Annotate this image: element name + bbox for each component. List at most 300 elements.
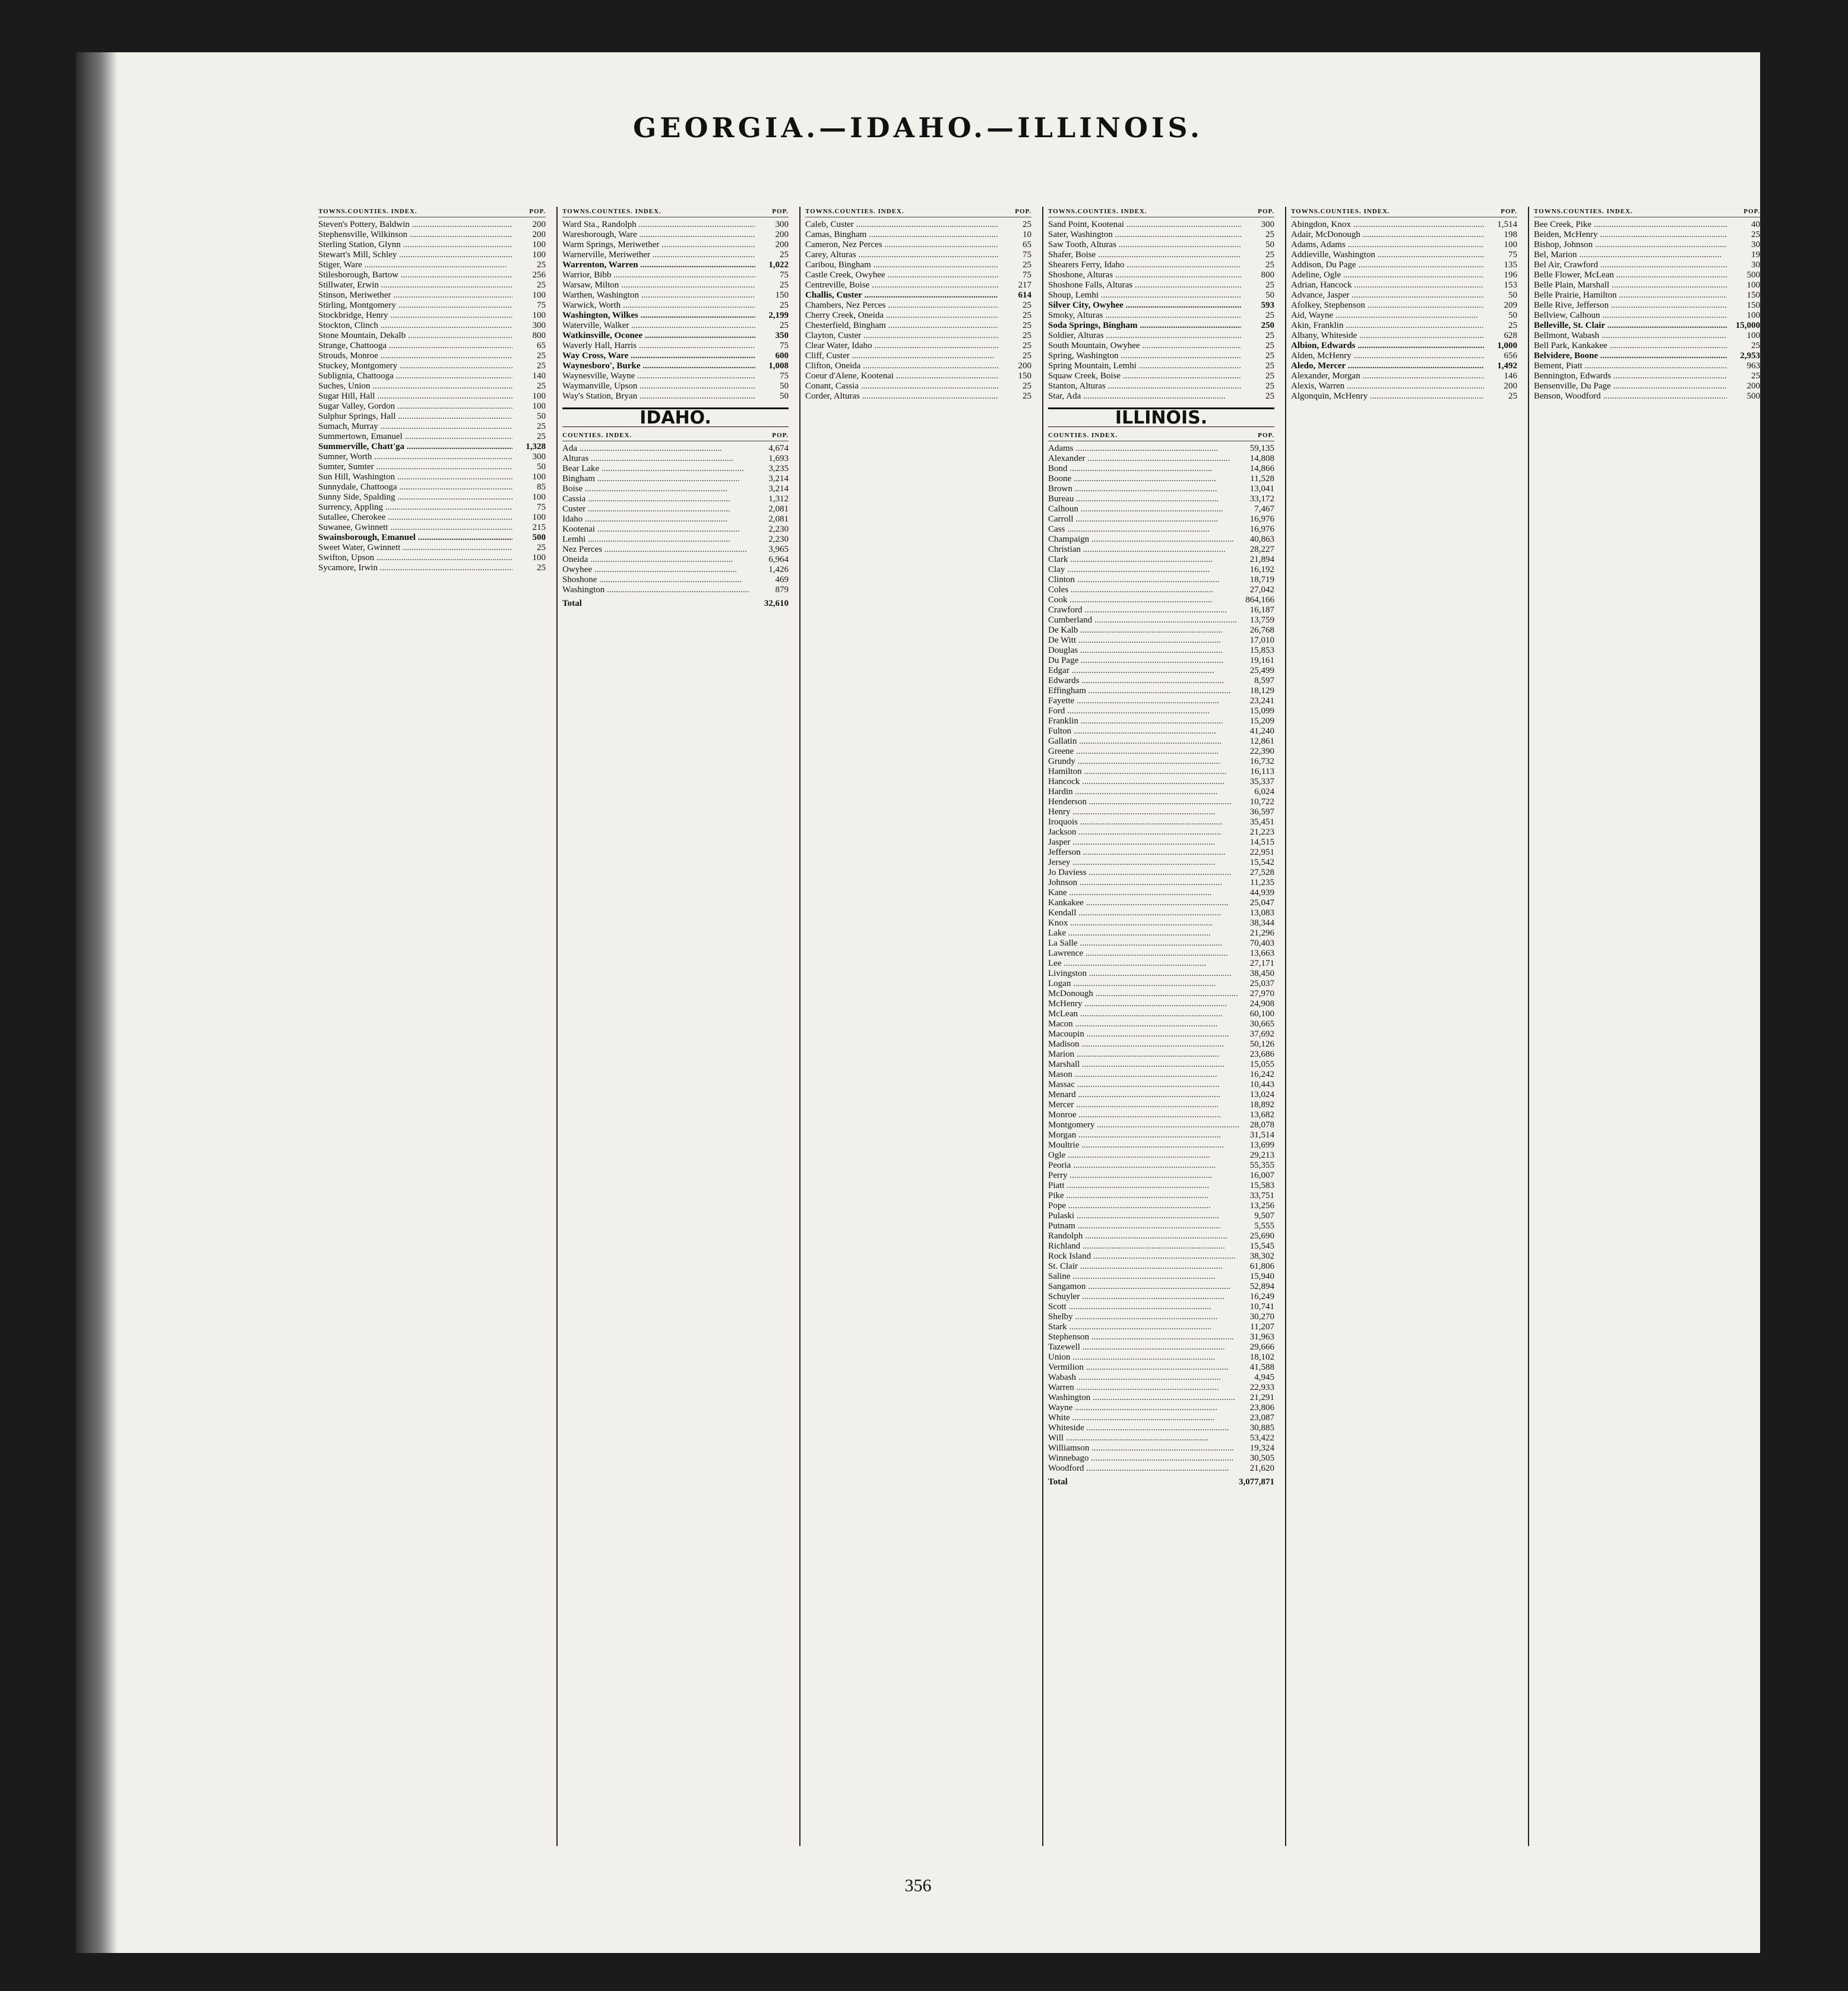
list-item	[1291, 321, 1517, 331]
place-name: Lake .....	[1048, 928, 1241, 938]
list-item	[1048, 938, 1274, 949]
list-item	[805, 240, 1031, 250]
header-counties-index	[1078, 207, 1247, 217]
list-item	[1048, 1151, 1274, 1161]
place-name: Boone .....	[1048, 474, 1241, 484]
place-name: Coles .....	[1048, 585, 1241, 595]
header-index: INDEX.	[1363, 208, 1390, 215]
list-item	[562, 524, 789, 535]
list-item	[318, 513, 546, 523]
place-name: Rock Island .....	[1048, 1252, 1241, 1262]
list-item	[562, 484, 789, 494]
place-name: Belle Flower, McLean .....	[1534, 270, 1727, 280]
list-item	[1048, 1423, 1274, 1433]
population: 656	[1504, 351, 1517, 361]
list-item	[1048, 545, 1274, 555]
population: 146	[1504, 371, 1517, 381]
population: 3,214	[768, 484, 789, 494]
place-name: Albany, Whiteside .....	[1291, 331, 1484, 341]
place-name: Henderson .....	[1048, 797, 1241, 807]
population: 50	[537, 412, 546, 421]
population: 1,000	[1497, 341, 1517, 350]
list-item	[1048, 858, 1274, 868]
place-name: Sun Hill, Washington .....	[318, 472, 512, 482]
place-name: Edgar .....	[1048, 666, 1241, 676]
list-item	[318, 422, 546, 432]
list-item	[1048, 1383, 1274, 1393]
place-name: Warwick, Worth .....	[562, 301, 755, 311]
list-item	[1048, 1302, 1274, 1312]
population: 2,230	[768, 535, 789, 544]
header-counties: COUNTIES.	[834, 208, 878, 215]
place-name: Centreville, Boise .....	[805, 280, 998, 290]
population: 1,426	[768, 565, 789, 574]
population: 100	[532, 290, 546, 300]
place-name: Albion, Edwards .....	[1291, 341, 1484, 351]
place-name: Warsaw, Milton .....	[562, 280, 755, 290]
population: 100	[532, 250, 546, 260]
place-name: Custer .....	[562, 504, 755, 514]
header-towns: TOWNS.	[1534, 208, 1564, 215]
place-name: Clinton .....	[1048, 575, 1241, 585]
population: 22,951	[1249, 848, 1274, 857]
header-pop: POP.	[529, 208, 546, 215]
place-name: Shoshone .....	[562, 575, 755, 585]
place-name: Marion .....	[1048, 1050, 1241, 1060]
population: 36,597	[1249, 807, 1274, 817]
place-name: Gallatin .....	[1048, 737, 1241, 747]
list-item	[1291, 311, 1517, 321]
list-item	[1291, 331, 1517, 341]
population: 200	[1504, 381, 1517, 391]
population: 25	[1023, 260, 1031, 270]
place-name: De Witt .....	[1048, 636, 1241, 646]
list-item	[1048, 230, 1274, 240]
population: 25	[780, 250, 789, 260]
population: 200	[1018, 361, 1031, 371]
population: 24,908	[1249, 999, 1274, 1009]
list-item	[1048, 807, 1274, 817]
list-item	[1048, 595, 1274, 605]
place-name: Massac .....	[1048, 1080, 1241, 1090]
list-item	[1048, 1272, 1274, 1282]
list-item	[1048, 1090, 1274, 1100]
header-counties: COUNTIES.	[1320, 208, 1364, 215]
list-item	[1534, 331, 1760, 341]
place-name: Swainsborough, Emanuel .....	[318, 533, 512, 543]
place-name: Iroquois .....	[1048, 817, 1241, 827]
place-name: Adams, Adams .....	[1291, 240, 1484, 250]
list-item	[1048, 696, 1274, 706]
list-item	[562, 341, 789, 351]
list-item	[562, 585, 789, 595]
population: 9,507	[1254, 1211, 1274, 1221]
list-item	[318, 311, 546, 321]
place-name: Jasper .....	[1048, 838, 1241, 848]
place-name: Cliff, Custer .....	[805, 351, 998, 361]
place-name: Afolkey, Stephenson .....	[1291, 301, 1484, 311]
population: 13,024	[1249, 1090, 1274, 1099]
place-name: Bell Park, Kankakee .....	[1534, 341, 1727, 351]
list-item	[1048, 888, 1274, 898]
place-name: Warrior, Bibb .....	[562, 270, 755, 280]
list-item	[1048, 827, 1274, 838]
population: 100	[1504, 240, 1517, 249]
place-name: Bishop, Johnson .....	[1534, 240, 1727, 250]
list-item	[1291, 301, 1517, 311]
place-name: Clayton, Custer .....	[805, 331, 998, 341]
population: 30,665	[1249, 1019, 1274, 1029]
place-name: Shoshone Falls, Alturas .....	[1048, 280, 1241, 290]
population: 100	[532, 492, 546, 502]
place-name: Akin, Franklin .....	[1291, 321, 1484, 331]
gazetteer-columns	[314, 207, 1762, 1846]
population: 75	[1023, 270, 1031, 280]
population: 15,209	[1249, 716, 1274, 726]
population: 1,008	[768, 361, 789, 371]
list-item	[562, 514, 789, 524]
place-name: Cook .....	[1048, 595, 1241, 605]
population: 35,451	[1249, 817, 1274, 827]
list-item	[1048, 1161, 1274, 1171]
place-name: Hamilton .....	[1048, 767, 1241, 777]
place-name: Calhoun .....	[1048, 504, 1241, 514]
population: 800	[532, 331, 546, 340]
header-pop: POP.	[1743, 208, 1760, 215]
place-name: Shafer, Boise .....	[1048, 250, 1241, 260]
population: 100	[532, 553, 546, 562]
place-name: Conant, Cassia .....	[805, 381, 998, 391]
list-item	[318, 321, 546, 331]
place-name: Sycamore, Irwin .....	[318, 563, 512, 573]
population: 14,866	[1249, 464, 1274, 473]
population: 16,192	[1249, 565, 1274, 574]
place-name: Belle Prairie, Hamilton .....	[1534, 290, 1727, 301]
place-name: Cumberland .....	[1048, 615, 1241, 625]
header-counties: COUNTIES.	[347, 208, 391, 215]
list-item	[1048, 1352, 1274, 1363]
idaho-total	[562, 599, 789, 609]
place-name: Shoup, Lemhi .....	[1048, 290, 1241, 301]
place-name: Pike .....	[1048, 1191, 1241, 1201]
list-item	[562, 270, 789, 280]
population: 25	[1508, 391, 1517, 401]
population: 19,161	[1249, 656, 1274, 665]
place-name: Sater, Washington .....	[1048, 230, 1241, 240]
list-item	[1048, 585, 1274, 595]
place-name: Watkinsville, Oconee .....	[562, 331, 755, 341]
page-number: 356	[904, 1876, 932, 1895]
population: 75	[780, 341, 789, 350]
list-item	[1048, 615, 1274, 625]
place-name: Bennington, Edwards .....	[1534, 371, 1727, 381]
place-name: Bingham .....	[562, 474, 755, 484]
place-name: Du Page .....	[1048, 656, 1241, 666]
header-counties: COUNTIES.	[1563, 208, 1607, 215]
place-name: Soda Springs, Bingham .....	[1048, 321, 1241, 331]
population: 18,719	[1249, 575, 1274, 584]
list-item	[562, 545, 789, 555]
population: 196	[1504, 270, 1517, 280]
list-item	[318, 331, 546, 341]
population: 25	[537, 432, 546, 441]
place-name: De Kalb .....	[1048, 625, 1241, 636]
place-name: Sugar Valley, Gordon .....	[318, 402, 512, 412]
list-item	[1048, 787, 1274, 797]
population: 26,768	[1249, 625, 1274, 635]
header-index: INDEX.	[1121, 208, 1147, 215]
population: 25	[1023, 220, 1031, 229]
place-name: Bel, Marion .....	[1534, 250, 1727, 260]
place-name: Wabash .....	[1048, 1373, 1241, 1383]
list-item	[1048, 381, 1274, 391]
place-name: Saline .....	[1048, 1272, 1241, 1282]
population: 469	[775, 575, 789, 584]
list-item	[318, 341, 546, 351]
place-name: Perry .....	[1048, 1171, 1241, 1181]
list-item	[1048, 1181, 1274, 1191]
place-name: Champaign .....	[1048, 535, 1241, 545]
population: 29,666	[1249, 1342, 1274, 1352]
list-item	[318, 290, 546, 301]
population: 500	[1746, 270, 1760, 280]
list-item	[1048, 1433, 1274, 1443]
place-name: South Mountain, Owyhee .....	[1048, 341, 1241, 351]
population: 25	[780, 301, 789, 310]
place-name: Jersey .....	[1048, 858, 1241, 868]
list-item	[1048, 1221, 1274, 1231]
place-name: Castle Creek, Owyhee .....	[805, 270, 998, 280]
place-name: Menard .....	[1048, 1090, 1241, 1100]
place-name: Warm Springs, Meriwether .....	[562, 240, 755, 250]
list-item	[318, 301, 546, 311]
place-name: Livingston .....	[1048, 969, 1241, 979]
place-name: Macon .....	[1048, 1019, 1241, 1029]
population: 1,328	[526, 442, 546, 451]
population: 13,041	[1249, 484, 1274, 494]
list-item	[1048, 838, 1274, 848]
place-name: Boise .....	[562, 484, 755, 494]
list-item	[805, 381, 1031, 391]
place-name: Ford .....	[1048, 706, 1241, 716]
population: 21,894	[1249, 555, 1274, 564]
place-name: Sterling Station, Glynn .....	[318, 240, 512, 250]
list-item	[318, 563, 546, 573]
column-4	[1042, 207, 1277, 1846]
place-name: Way's Station, Bryan .....	[562, 391, 755, 402]
list-item	[318, 533, 546, 543]
place-name: Stilesborough, Bartow .....	[318, 270, 512, 280]
population: 100	[532, 391, 546, 401]
place-name: Camas, Bingham .....	[805, 230, 998, 240]
population: 1,022	[768, 260, 789, 270]
list-item	[1048, 1029, 1274, 1039]
population: 25	[1265, 371, 1274, 381]
population: 2,081	[768, 504, 789, 514]
list-item	[318, 452, 546, 462]
population: 44,939	[1249, 888, 1274, 897]
list-item	[1048, 361, 1274, 371]
header-pop: POP.	[1258, 432, 1274, 439]
population: 4,674	[768, 444, 789, 453]
total-value: 3,077,871	[1239, 1477, 1274, 1487]
place-name: Schuyler .....	[1048, 1292, 1241, 1302]
list-item	[1048, 464, 1274, 474]
population: 25	[1265, 341, 1274, 350]
place-name: Waterville, Walker .....	[562, 321, 755, 331]
place-name: Sumach, Murray .....	[318, 422, 512, 432]
list-item	[1048, 716, 1274, 726]
population: 1,693	[768, 454, 789, 463]
list-item	[562, 220, 789, 230]
list-item	[562, 301, 789, 311]
place-name: Pope .....	[1048, 1201, 1241, 1211]
list-item	[1048, 1191, 1274, 1201]
population: 25	[537, 543, 546, 552]
list-item	[562, 250, 789, 260]
population: 22,390	[1249, 747, 1274, 756]
population: 13,083	[1249, 908, 1274, 918]
place-name: Clay .....	[1048, 565, 1241, 575]
population: 864,166	[1245, 595, 1274, 605]
place-name: La Salle .....	[1048, 938, 1241, 949]
place-name: Warnerville, Meriwether .....	[562, 250, 755, 260]
list-item	[562, 464, 789, 474]
list-item	[1048, 1100, 1274, 1110]
list-item	[1534, 381, 1760, 391]
population: 150	[1746, 290, 1760, 300]
place-name: Jefferson .....	[1048, 848, 1241, 858]
list-item	[318, 250, 546, 260]
place-name: Stephenson .....	[1048, 1332, 1241, 1342]
list-item	[318, 492, 546, 503]
list-item	[805, 341, 1031, 351]
population: 30	[1751, 240, 1760, 249]
place-name: Benson, Woodford .....	[1534, 391, 1727, 402]
place-name: Stewart's Mill, Schley .....	[318, 250, 512, 260]
place-name: Soldier, Alturas .....	[1048, 331, 1241, 341]
list-item	[318, 371, 546, 381]
place-name: Bellview, Calhoun .....	[1534, 311, 1727, 321]
population: 16,007	[1249, 1171, 1274, 1180]
population: 15,545	[1249, 1241, 1274, 1251]
place-name: Abingdon, Knox .....	[1291, 220, 1484, 230]
place-name: Grundy .....	[1048, 757, 1241, 767]
population: 27,528	[1249, 868, 1274, 877]
place-name: Sweet Water, Gwinnett .....	[318, 543, 512, 553]
header-towns: TOWNS.	[318, 208, 348, 215]
place-name: Strange, Chattooga .....	[318, 341, 512, 351]
population: 10,741	[1249, 1302, 1274, 1311]
list-item	[1048, 1292, 1274, 1302]
list-item	[1291, 361, 1517, 371]
population: 4,945	[1254, 1373, 1274, 1382]
place-name: Stiger, Ware .....	[318, 260, 512, 270]
population: 209	[1504, 301, 1517, 310]
list-item	[1048, 575, 1274, 585]
place-name: Edwards .....	[1048, 676, 1241, 686]
place-name: Waynesboro', Burke .....	[562, 361, 755, 371]
list-item	[562, 444, 789, 454]
population: 50	[537, 462, 546, 472]
population: 25	[1265, 381, 1274, 391]
population: 500	[1746, 391, 1760, 401]
population: 16,187	[1249, 605, 1274, 615]
place-name: Caleb, Custer .....	[805, 220, 998, 230]
population: 13,663	[1249, 949, 1274, 958]
place-name: Kane .....	[1048, 888, 1241, 898]
population: 19	[1751, 250, 1760, 260]
list-item	[1048, 1322, 1274, 1332]
column-header	[1534, 207, 1760, 217]
place-name: Clark .....	[1048, 555, 1241, 565]
population: 21,223	[1249, 827, 1274, 837]
population: 25	[1265, 361, 1274, 371]
population: 25	[1265, 351, 1274, 361]
list-item	[562, 351, 789, 361]
place-name: Jackson .....	[1048, 827, 1241, 838]
population: 65	[537, 341, 546, 350]
list-item	[318, 270, 546, 280]
header-index: INDEX.	[605, 432, 632, 439]
list-item	[1048, 220, 1274, 230]
population: 75	[780, 270, 789, 280]
list-item	[1534, 391, 1760, 402]
place-name: Summerville, Chatt'ga .....	[318, 442, 512, 452]
population: 25	[1508, 321, 1517, 330]
population: 593	[1261, 301, 1274, 310]
list-item	[562, 311, 789, 321]
population: 15,099	[1249, 706, 1274, 716]
population: 25	[1023, 351, 1031, 361]
place-name: Warren .....	[1048, 1383, 1241, 1393]
list-item	[1048, 240, 1274, 250]
list-item	[1048, 444, 1274, 454]
population: 200	[532, 230, 546, 239]
place-name: Henry .....	[1048, 807, 1241, 817]
list-item	[562, 535, 789, 545]
population: 13,759	[1249, 615, 1274, 625]
population: 50	[780, 391, 789, 401]
population: 16,249	[1249, 1292, 1274, 1301]
list-item	[1291, 391, 1517, 402]
population: 30,505	[1249, 1453, 1274, 1463]
place-name: Putnam .....	[1048, 1221, 1241, 1231]
place-name: Vermilion .....	[1048, 1363, 1241, 1373]
place-name: Pulaski .....	[1048, 1211, 1241, 1221]
population: 100	[1746, 280, 1760, 290]
place-name: Chesterfield, Bingham .....	[805, 321, 998, 331]
place-name: Surrency, Appling .....	[318, 503, 512, 513]
list-item	[1048, 1019, 1274, 1029]
list-item	[805, 301, 1031, 311]
list-item	[1534, 371, 1760, 381]
header-towns: TOWNS.	[1048, 208, 1078, 215]
place-name: Suches, Union .....	[318, 381, 512, 391]
place-name: Belle Rive, Jefferson .....	[1534, 301, 1727, 311]
population: 70,403	[1249, 938, 1274, 948]
population: 65	[1023, 240, 1031, 249]
place-name: Marshall .....	[1048, 1060, 1241, 1070]
place-name: Richland .....	[1048, 1241, 1241, 1252]
header-index: INDEX.	[391, 208, 417, 215]
list-item	[562, 290, 789, 301]
population: 100	[1746, 331, 1760, 340]
list-item	[1534, 280, 1760, 290]
population: 50	[1265, 240, 1274, 249]
list-item	[318, 381, 546, 391]
population: 16,976	[1249, 524, 1274, 534]
